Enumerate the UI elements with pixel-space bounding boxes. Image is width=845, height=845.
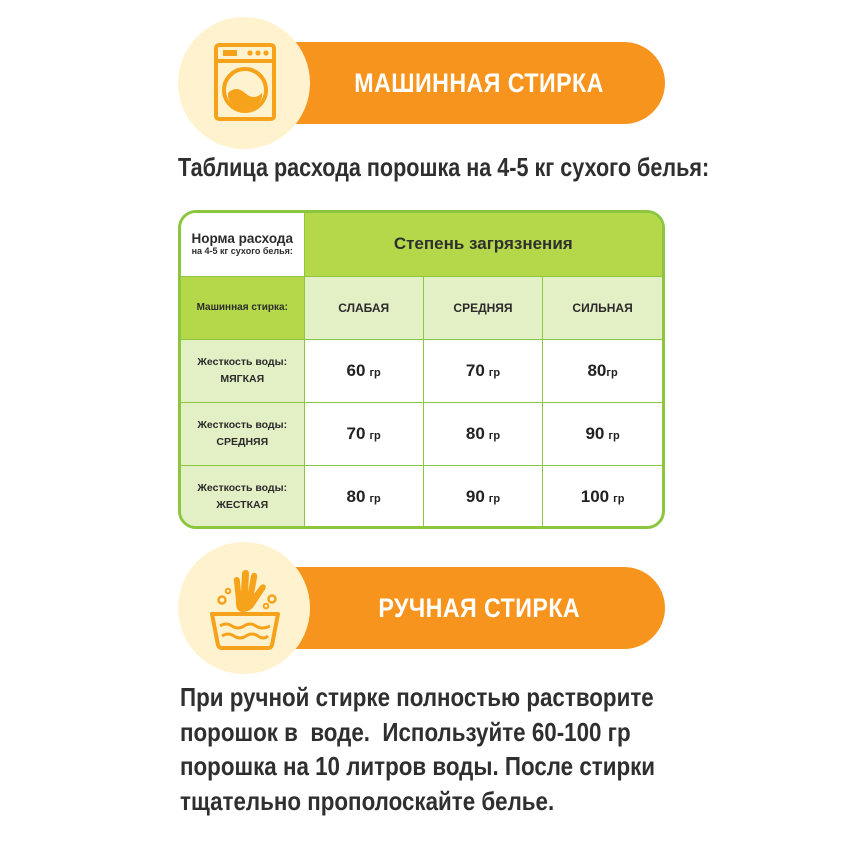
column-medium: СРЕДНЯЯ [423, 276, 542, 339]
table-corner-cell [181, 213, 304, 276]
instruction-line: порошок в воде. Используйте 60-100 гр [180, 716, 631, 747]
row-label-hard: Жесткость воды: ЖЕСТКАЯ [181, 465, 304, 528]
table-row [181, 465, 662, 528]
norm-label: Норма расхода [191, 231, 294, 247]
table-caption: Таблица расхода порошка на 4-5 кг сухого белья: [178, 152, 710, 182]
instruction-line: При ручной стирке полностью растворите [180, 682, 654, 712]
table-row [181, 339, 662, 402]
value-cell: 80гр [543, 339, 662, 402]
value-cell: 70 гр [304, 402, 423, 465]
hand-wash-badge [178, 542, 310, 674]
value-cell: 100 гр [543, 465, 662, 528]
instruction-line: порошка на 10 литров воды. После стирки [180, 751, 656, 782]
hand-wash-basin-icon [178, 542, 310, 674]
washing-machine-badge [178, 17, 310, 149]
machine-wash-title: МАШИННАЯ СТИРКА [354, 67, 604, 98]
table-row [181, 402, 662, 465]
consumption-table [178, 210, 665, 529]
value-cell: 70 гр [423, 339, 542, 402]
column-weak: СЛАБАЯ [304, 276, 423, 339]
hand-wash-instructions [180, 680, 680, 818]
column-strong: СИЛЬНАЯ [543, 276, 662, 339]
machine-wash-label: Машинная стирка: [181, 276, 304, 339]
washing-machine-icon [178, 17, 310, 149]
value-cell: 80 гр [423, 402, 542, 465]
value-cell: 90 гр [423, 465, 542, 528]
row-label-soft: Жесткость воды: МЯГКАЯ [181, 339, 304, 402]
instruction-line: тщательно прополоскайте белье. [180, 785, 555, 816]
norm-sublabel: на 4-5 кг сухого белья: [191, 245, 293, 256]
value-cell: 60 гр [304, 339, 423, 402]
hand-wash-title: РУЧНАЯ СТИРКА [378, 592, 580, 623]
value-cell: 90 гр [543, 402, 662, 465]
value-cell: 80 гр [304, 465, 423, 528]
soiling-degree-header: Степень загрязнения [304, 213, 662, 276]
row-label-medium: Жесткость воды: СРЕДНЯЯ [181, 402, 304, 465]
